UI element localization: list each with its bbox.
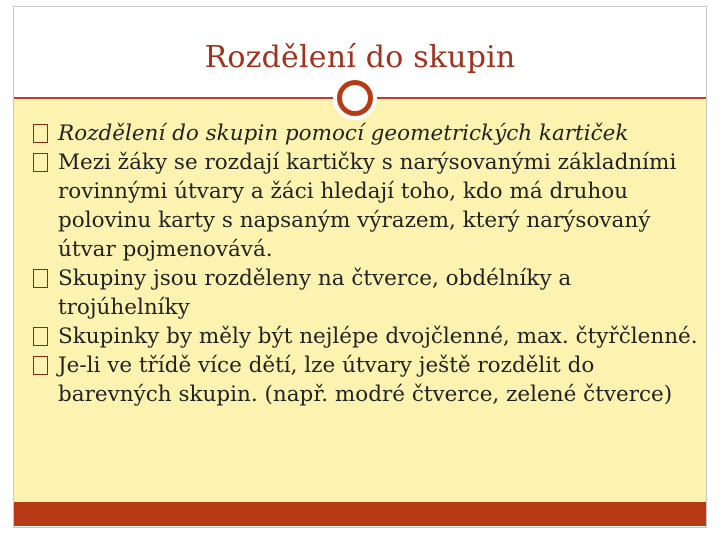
bullet-item	[32, 351, 700, 409]
square-bullet-icon	[32, 264, 58, 297]
bullet-item	[32, 264, 700, 322]
footer-bar	[14, 502, 706, 526]
slide-title: Rozdělení do skupin	[204, 40, 516, 75]
bullet-text: Skupiny jsou rozděleny na čtverce, obdélníky a trojúhelníky	[58, 266, 572, 320]
bullet-item	[32, 119, 700, 148]
square-bullet-icon	[32, 148, 58, 181]
bullet-list	[32, 119, 700, 409]
bullet-text: Je-li ve třídě více dětí, lze útvary ještě rozdělit do barevných skupin. (např. modré čtverce, zelené čtverce)	[58, 353, 673, 407]
bullet-item	[32, 322, 700, 351]
circle-ring-icon	[337, 80, 373, 116]
bullet-item	[32, 148, 700, 264]
bullet-text: Rozdělení do skupin pomocí geometrických kartiček	[58, 121, 629, 146]
square-bullet-icon	[32, 351, 58, 384]
bullet-text: Mezi žáky se rozdají kartičky s narýsovanými základními rovinnými útvary a žáci hledají toho, kdo má druhou polovinu karty s napsaným výrazem, který narýsovaný útvar pojmenovává.	[58, 150, 677, 262]
bullet-text: Skupinky by měly být nejlépe dvojčlenné, max. čtyřčlenné.	[58, 324, 698, 349]
